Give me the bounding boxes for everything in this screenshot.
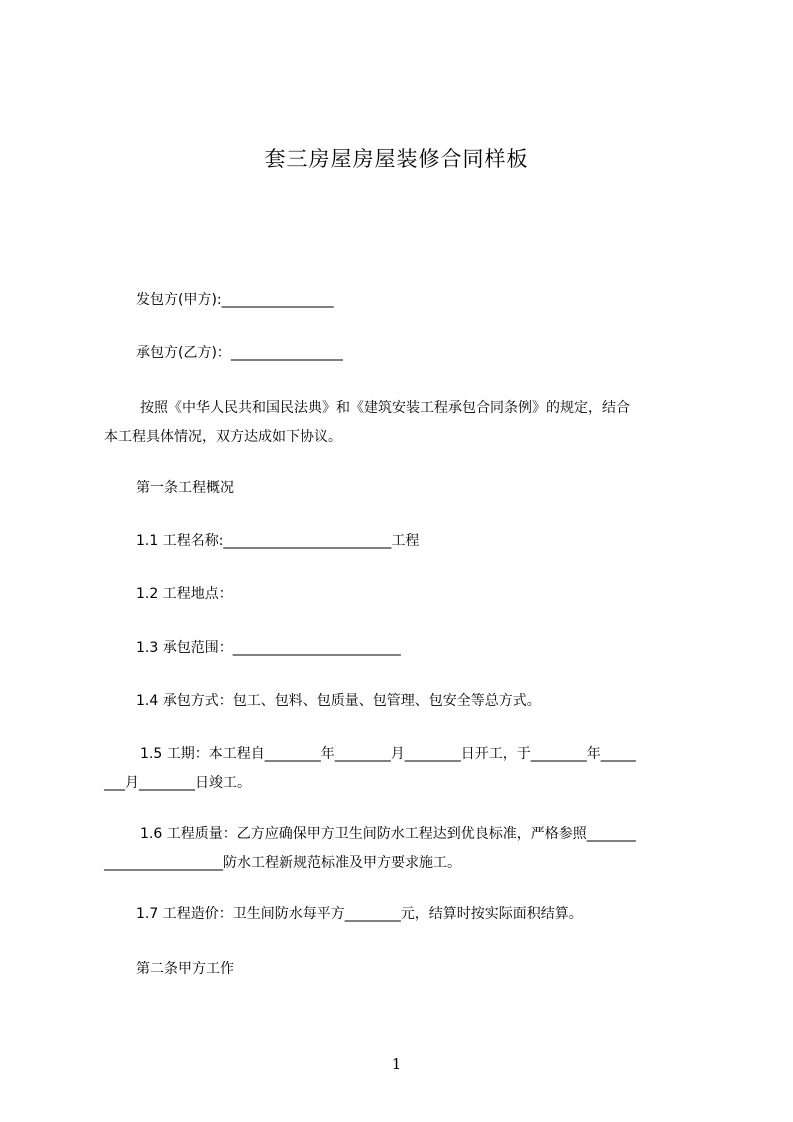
clause-1-1: 1.1 工程名称:________________________工程 — [136, 533, 420, 549]
document-title: 套三房屋房屋装修合同样板 — [264, 147, 529, 171]
preamble-line-1: 按照《中华人民共和国民法典》和《建筑安装工程承包合同条例》的规定，结合 — [140, 400, 630, 416]
clause-1-4: 1.4 承包方式：包工、包料、包质量、包管理、包安全等总方式。 — [136, 693, 541, 709]
section-heading-1: 第一条工程概况 — [136, 480, 234, 496]
section-heading-2: 第二条甲方工作 — [136, 961, 234, 977]
clause-1-6-line-2: _________________防水工程新规范标准及甲方要求施工。 — [104, 855, 461, 871]
preamble-line-2: 本工程具体情况，双方达成如下协议。 — [104, 429, 342, 445]
party-a-line: 发包方(甲方):________________ — [136, 292, 334, 308]
party-b-line: 承包方(乙方)：________________ — [136, 345, 343, 361]
clause-1-3: 1.3 承包范围：________________________ — [136, 640, 401, 656]
clause-1-6-line-1: 1.6 工程质量：乙方应确保甲方卫生间防水工程达到优良标准，严格参照_______ — [140, 826, 636, 842]
clause-1-5-line-2: ___月________日竣工。 — [104, 775, 251, 791]
clause-1-2: 1.2 工程地点： — [136, 586, 233, 602]
page-number: 1 — [391, 1055, 402, 1073]
clause-1-5-line-1: 1.5 工期：本工程自________年________月________日开工，于________年_____ — [140, 746, 636, 762]
clause-1-7: 1.7 工程造价：卫生间防水每平方________元，结算时按实际面积结算。 — [136, 906, 583, 922]
